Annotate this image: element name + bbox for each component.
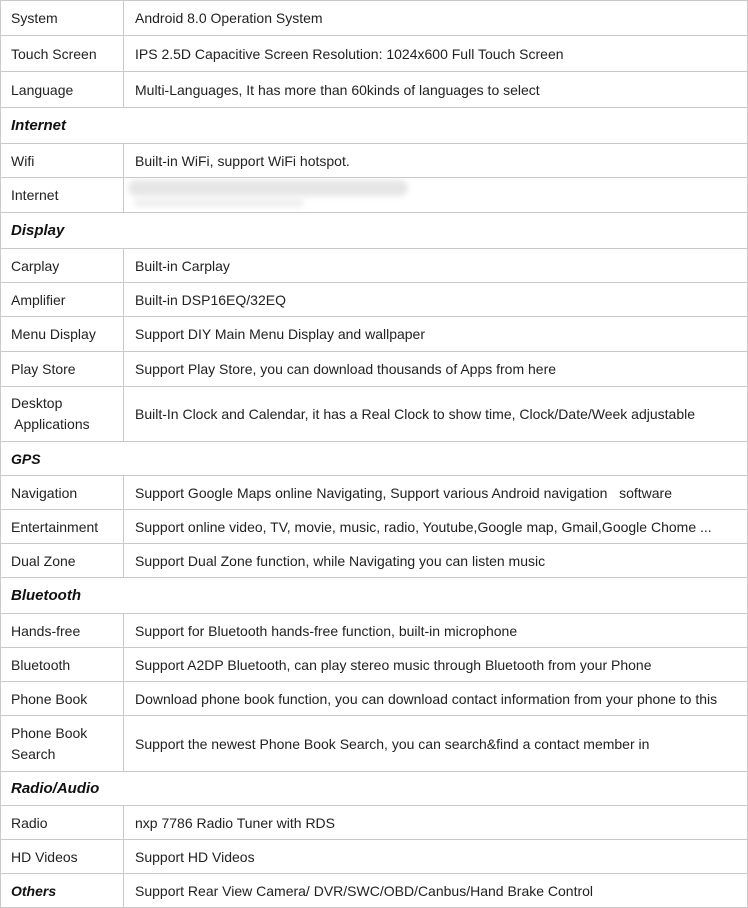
- spec-value: Support Google Maps online Navigating, Support various Android navigation software: [124, 476, 748, 510]
- section-title: GPS: [1, 442, 748, 476]
- section-header-row: [1, 772, 748, 806]
- spec-label: Bluetooth: [1, 648, 124, 682]
- table-row: [1, 36, 748, 72]
- spec-label: Dual Zone: [1, 544, 124, 578]
- spec-value: Built-in DSP16EQ/32EQ: [124, 283, 748, 317]
- table-row: [1, 476, 748, 510]
- table-row: [1, 283, 748, 317]
- spec-label: System: [1, 1, 124, 36]
- table-row: [1, 249, 748, 283]
- spec-label: Carplay: [1, 249, 124, 283]
- spec-label: Wifi: [1, 144, 124, 178]
- section-header-row: [1, 578, 748, 614]
- label-line: Phone Book: [11, 724, 88, 741]
- spec-label: Radio: [1, 806, 124, 840]
- section-title: Display: [1, 213, 748, 249]
- spec-label: Navigation: [1, 476, 124, 510]
- spec-label: Hands-free: [1, 614, 124, 648]
- label-line: Applications: [11, 416, 90, 432]
- table-row: [1, 317, 748, 352]
- spec-value: IPS 2.5D Capacitive Screen Resolution: 1024x600 Full Touch Screen: [124, 36, 748, 72]
- table-row: [1, 874, 748, 908]
- label-line: Desktop: [11, 395, 63, 411]
- spec-value: Support Rear View Camera/ DVR/SWC/OBD/Canbus/Hand Brake Control: [124, 874, 748, 908]
- table-row: [1, 614, 748, 648]
- spec-value: Built-in WiFi, support WiFi hotspot.: [124, 144, 748, 178]
- table-row: [1, 682, 748, 716]
- table-row: [1, 840, 748, 874]
- spec-label: Entertainment: [1, 510, 124, 544]
- section-header-row: [1, 213, 748, 249]
- table-row: [1, 352, 748, 387]
- section-title: Radio/Audio: [1, 772, 748, 806]
- section-header-row: [1, 108, 748, 144]
- table-row: [1, 72, 748, 108]
- table-row: [1, 510, 748, 544]
- spec-value: Support A2DP Bluetooth, can play stereo music through Bluetooth from your Phone: [124, 648, 748, 682]
- spec-value: Download phone book function, you can download contact information from your phone to this: [124, 682, 748, 716]
- spec-value: Support Dual Zone function, while Navigating you can listen music: [124, 544, 748, 578]
- table-row: [1, 178, 748, 213]
- spec-value: Built-In Clock and Calendar, it has a Real Clock to show time, Clock/Date/Week adjustable: [124, 387, 748, 442]
- spec-label: Menu Display: [1, 317, 124, 352]
- redaction-blur: [126, 178, 416, 212]
- section-header-row: [1, 442, 748, 476]
- table-row: [1, 144, 748, 178]
- table-row: [1, 716, 748, 772]
- table-row: [1, 648, 748, 682]
- spec-value: Support the newest Phone Book Search, you can search&find a contact member in: [124, 716, 748, 772]
- spec-value: Android 8.0 Operation System: [124, 1, 748, 36]
- table-row: [1, 1, 748, 36]
- spec-value: Support HD Videos: [124, 840, 748, 874]
- spec-value-redacted: [124, 178, 748, 213]
- spec-value: Support online video, TV, movie, music, radio, Youtube,Google map, Gmail,Google Chome ...: [124, 510, 748, 544]
- table-row: [1, 806, 748, 840]
- table-row: [1, 544, 748, 578]
- spec-value: Support for Bluetooth hands-free function, built-in microphone: [124, 614, 748, 648]
- section-title: Bluetooth: [1, 578, 748, 614]
- section-title: Internet: [1, 108, 748, 144]
- spec-value: nxp 7786 Radio Tuner with RDS: [124, 806, 748, 840]
- spec-label: [1, 387, 124, 442]
- spec-label: Others: [1, 874, 124, 908]
- spec-value: Multi-Languages, It has more than 60kinds of languages to select: [124, 72, 748, 108]
- spec-value: Support DIY Main Menu Display and wallpaper: [124, 317, 748, 352]
- spec-value: Support Play Store, you can download thousands of Apps from here: [124, 352, 748, 387]
- spec-label: Phone Book: [1, 682, 124, 716]
- spec-label: Touch Screen: [1, 36, 124, 72]
- table-row: [1, 387, 748, 442]
- spec-label: Play Store: [1, 352, 124, 387]
- spec-label: Language: [1, 72, 124, 108]
- label-line: Search: [11, 745, 56, 762]
- spec-value: Built-in Carplay: [124, 249, 748, 283]
- spec-label: Amplifier: [1, 283, 124, 317]
- spec-label: [1, 716, 124, 772]
- spec-label: HD Videos: [1, 840, 124, 874]
- spec-label: Internet: [1, 178, 124, 213]
